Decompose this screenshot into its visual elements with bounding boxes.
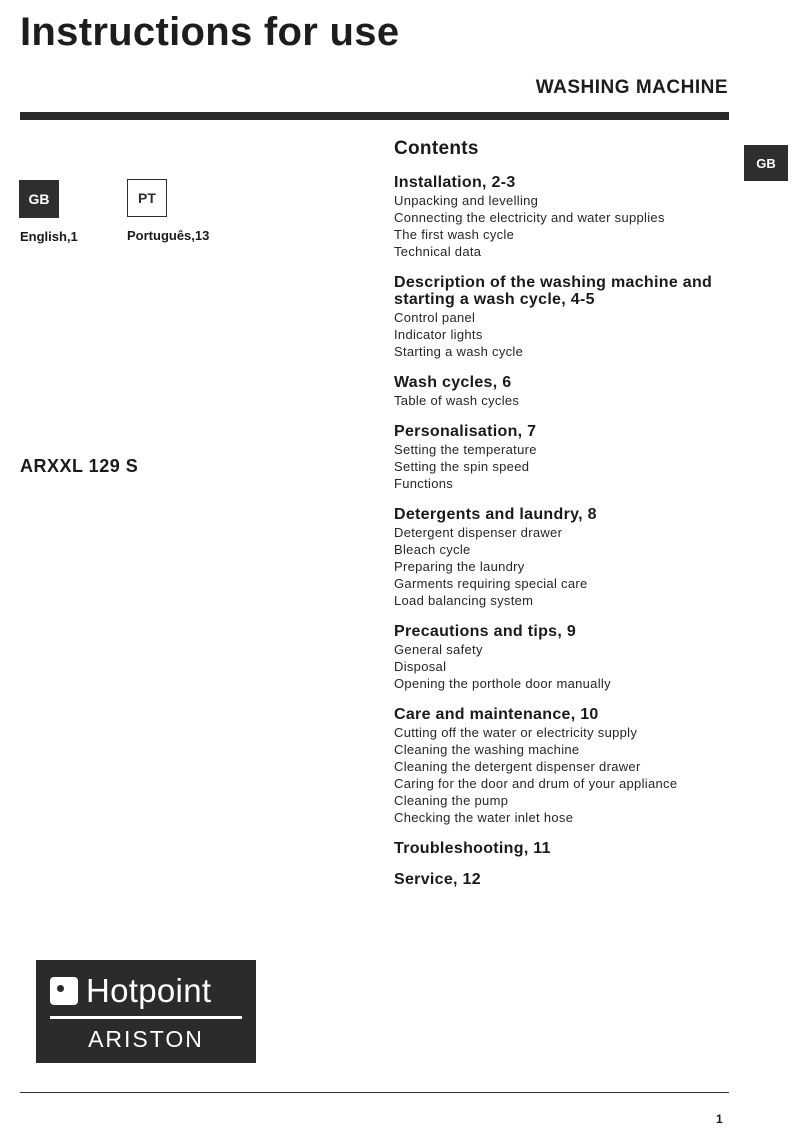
language-side-tab: GB: [744, 145, 788, 181]
section-item[interactable]: Functions: [394, 476, 454, 491]
section-item[interactable]: Control panel: [394, 310, 476, 325]
section-item[interactable]: Disposal: [394, 659, 447, 674]
section-items: [394, 524, 734, 609]
section-title[interactable]: Description of the washing machine and starting a wash cycle, 4-5: [394, 274, 713, 308]
contents-section: [394, 706, 734, 826]
hotpoint-ariston-logo: [36, 960, 256, 1063]
contents-heading: Contents: [394, 138, 479, 159]
section-title[interactable]: Installation, 2-3: [394, 174, 516, 191]
page-title: Instructions for use: [20, 10, 400, 54]
contents-section: [394, 274, 734, 360]
section-item[interactable]: Unpacking and levelling: [394, 193, 539, 208]
logo-brand: Hotpoint: [86, 972, 212, 1009]
section-item[interactable]: Cutting off the water or electricity supply: [394, 725, 638, 740]
section-items: [394, 309, 734, 360]
section-item[interactable]: Cleaning the pump: [394, 793, 509, 808]
logo-top-row: [50, 972, 211, 1010]
contents-section: [394, 423, 734, 492]
footer-rule: [20, 1092, 729, 1093]
section-items: [394, 392, 734, 409]
contents-section: [394, 374, 734, 409]
section-item[interactable]: Setting the spin speed: [394, 459, 530, 474]
section-items: [394, 724, 734, 826]
contents-sections: [394, 174, 734, 888]
section-item[interactable]: Table of wash cycles: [394, 393, 520, 408]
section-items: [394, 192, 734, 260]
section-title[interactable]: Personalisation, 7: [394, 423, 537, 440]
model-number: ARXXL 129 S: [20, 456, 139, 476]
language-label-pt[interactable]: Português,13: [127, 228, 210, 243]
section-item[interactable]: Load balancing system: [394, 593, 534, 608]
contents-section: [394, 174, 734, 260]
section-item[interactable]: Starting a wash cycle: [394, 344, 524, 359]
language-code-pt[interactable]: PT: [127, 179, 167, 217]
section-item[interactable]: Opening the porthole door manually: [394, 676, 611, 691]
section-title[interactable]: Detergents and laundry, 8: [394, 506, 597, 523]
section-item[interactable]: Garments requiring special care: [394, 576, 588, 591]
header-rule: [20, 112, 729, 120]
logo-subbrand: ARISTON: [88, 1026, 204, 1052]
page-subtitle: WASHING MACHINE: [535, 77, 728, 98]
page-number: 1: [716, 1112, 723, 1126]
section-items: [394, 441, 734, 492]
section-title[interactable]: Wash cycles, 6: [394, 374, 512, 391]
section-item[interactable]: Caring for the door and drum of your appliance: [394, 776, 678, 791]
section-item[interactable]: Indicator lights: [394, 327, 483, 342]
section-item[interactable]: Checking the water inlet hose: [394, 810, 574, 825]
section-title[interactable]: Troubleshooting, 11: [394, 840, 551, 857]
section-item[interactable]: Cleaning the detergent dispenser drawer: [394, 759, 641, 774]
section-title[interactable]: Precautions and tips, 9: [394, 623, 577, 640]
language-label-gb[interactable]: English,1: [20, 229, 78, 244]
section-item[interactable]: The first wash cycle: [394, 227, 515, 242]
section-item[interactable]: Connecting the electricity and water supplies: [394, 210, 665, 225]
section-item[interactable]: General safety: [394, 642, 483, 657]
hotpoint-mark-icon: [50, 977, 78, 1005]
section-item[interactable]: Setting the temperature: [394, 442, 537, 457]
section-title[interactable]: Care and maintenance, 10: [394, 706, 599, 723]
section-item[interactable]: Detergent dispenser drawer: [394, 525, 563, 540]
table-of-contents: [394, 138, 734, 902]
contents-section: [394, 840, 734, 857]
language-code-gb[interactable]: GB: [19, 180, 59, 218]
contents-section: [394, 506, 734, 609]
section-items: [394, 641, 734, 692]
section-item[interactable]: Technical data: [394, 244, 482, 259]
section-item[interactable]: Preparing the laundry: [394, 559, 525, 574]
section-item[interactable]: Bleach cycle: [394, 542, 471, 557]
section-title[interactable]: Service, 12: [394, 871, 481, 888]
logo-divider: [50, 1016, 242, 1019]
contents-section: [394, 623, 734, 692]
section-item[interactable]: Cleaning the washing machine: [394, 742, 580, 757]
contents-section: [394, 871, 734, 888]
